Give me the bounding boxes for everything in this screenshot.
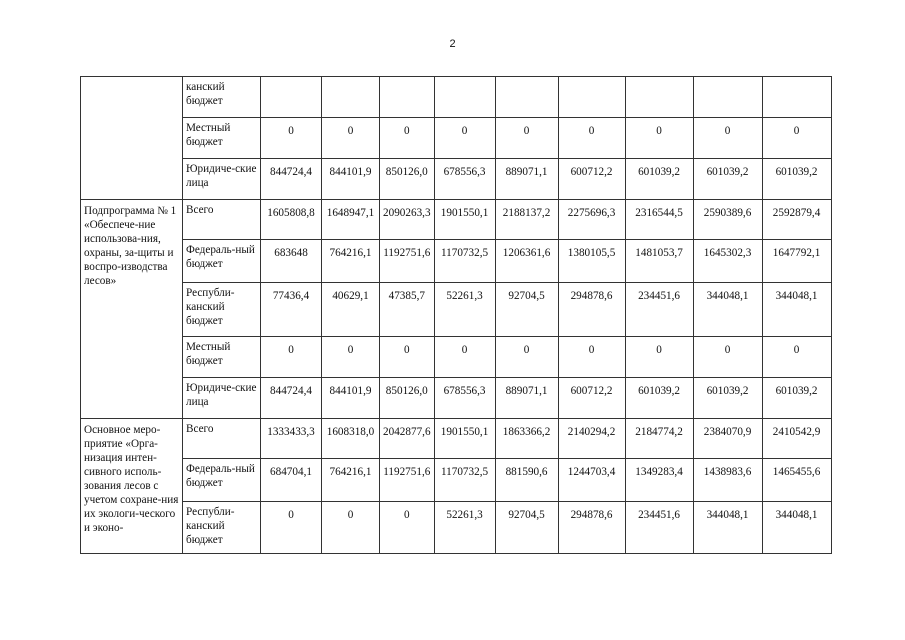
value-cell: 1605808,8: [261, 200, 322, 240]
value-cell: 844724,4: [261, 378, 322, 419]
table-row: [81, 240, 832, 283]
value-cell: 2590389,6: [693, 200, 762, 240]
value-cell: 1244703,4: [558, 459, 625, 502]
value-cell: 1901550,1: [434, 200, 495, 240]
funding-source-cell: Республи-канский бюджет: [183, 283, 261, 337]
table-row: [81, 337, 832, 378]
value-cell: 0: [495, 337, 558, 378]
table-row: [81, 77, 832, 118]
value-cell: 40629,1: [322, 283, 380, 337]
value-cell: 1380105,5: [558, 240, 625, 283]
budget-table: [80, 76, 832, 554]
value-cell: 294878,6: [558, 283, 625, 337]
value-cell: [625, 77, 693, 118]
value-cell: 684704,1: [261, 459, 322, 502]
value-cell: 764216,1: [322, 240, 380, 283]
funding-source-cell: Всего: [183, 200, 261, 240]
program-name-cell: Основное меро-приятие «Орга-низация интен-сивного исполь-зования лесов с учетом сохране-ния их экологи-ческого и эконо-: [81, 419, 183, 554]
value-cell: 0: [434, 118, 495, 159]
value-cell: 678556,3: [434, 378, 495, 419]
value-cell: [322, 77, 380, 118]
value-cell: [693, 77, 762, 118]
value-cell: 52261,3: [434, 283, 495, 337]
value-cell: 600712,2: [558, 159, 625, 200]
value-cell: 0: [380, 118, 435, 159]
value-cell: 601039,2: [625, 378, 693, 419]
value-cell: [495, 77, 558, 118]
value-cell: 1170732,5: [434, 459, 495, 502]
value-cell: 0: [625, 118, 693, 159]
value-cell: 344048,1: [762, 502, 831, 554]
value-cell: 850126,0: [380, 378, 435, 419]
value-cell: 0: [558, 337, 625, 378]
value-cell: 601039,2: [762, 159, 831, 200]
value-cell: 0: [762, 118, 831, 159]
value-cell: 0: [322, 502, 380, 554]
value-cell: 764216,1: [322, 459, 380, 502]
value-cell: 234451,6: [625, 283, 693, 337]
value-cell: 0: [322, 337, 380, 378]
value-cell: 1438983,6: [693, 459, 762, 502]
value-cell: 2410542,9: [762, 419, 831, 459]
value-cell: 1608318,0: [322, 419, 380, 459]
value-cell: 0: [261, 118, 322, 159]
value-cell: 344048,1: [693, 502, 762, 554]
funding-source-cell: Юридиче-ские лица: [183, 378, 261, 419]
value-cell: 600712,2: [558, 378, 625, 419]
table-row: [81, 502, 832, 554]
page-number: 2: [449, 38, 456, 50]
table-row: [81, 200, 832, 240]
funding-source-cell: Республи-канский бюджет: [183, 502, 261, 554]
value-cell: [762, 77, 831, 118]
value-cell: 0: [261, 502, 322, 554]
value-cell: 0: [625, 337, 693, 378]
value-cell: 2592879,4: [762, 200, 831, 240]
value-cell: 294878,6: [558, 502, 625, 554]
value-cell: 601039,2: [693, 159, 762, 200]
value-cell: 844101,9: [322, 159, 380, 200]
value-cell: [380, 77, 435, 118]
value-cell: 2384070,9: [693, 419, 762, 459]
value-cell: 1481053,7: [625, 240, 693, 283]
value-cell: 52261,3: [434, 502, 495, 554]
value-cell: 2140294,2: [558, 419, 625, 459]
value-cell: 92704,5: [495, 502, 558, 554]
table-row: [81, 378, 832, 419]
program-name-cell: [81, 77, 183, 200]
table-row: [81, 118, 832, 159]
value-cell: 0: [558, 118, 625, 159]
value-cell: 0: [693, 118, 762, 159]
value-cell: 0: [380, 502, 435, 554]
funding-source-cell: Местный бюджет: [183, 337, 261, 378]
value-cell: 850126,0: [380, 159, 435, 200]
funding-source-cell: Всего: [183, 419, 261, 459]
program-name-cell: Подпрограмма № 1 «Обеспече-ние использова-ния, охраны, за-щиты и воспро-изводства лесов»: [81, 200, 183, 419]
value-cell: 881590,6: [495, 459, 558, 502]
value-cell: 889071,1: [495, 378, 558, 419]
table-row: [81, 419, 832, 459]
value-cell: 344048,1: [762, 283, 831, 337]
funding-source-cell: Юридиче-ские лица: [183, 159, 261, 200]
value-cell: 77436,4: [261, 283, 322, 337]
table-row: [81, 283, 832, 337]
funding-source-cell: Местный бюджет: [183, 118, 261, 159]
value-cell: 2184774,2: [625, 419, 693, 459]
value-cell: 0: [495, 118, 558, 159]
value-cell: 234451,6: [625, 502, 693, 554]
value-cell: 0: [322, 118, 380, 159]
value-cell: 1465455,6: [762, 459, 831, 502]
value-cell: 1645302,3: [693, 240, 762, 283]
funding-source-cell: Федераль-ный бюджет: [183, 459, 261, 502]
value-cell: [261, 77, 322, 118]
value-cell: 92704,5: [495, 283, 558, 337]
value-cell: 844724,4: [261, 159, 322, 200]
value-cell: 683648: [261, 240, 322, 283]
value-cell: 0: [434, 337, 495, 378]
value-cell: 601039,2: [693, 378, 762, 419]
value-cell: 1647792,1: [762, 240, 831, 283]
table-row: [81, 159, 832, 200]
value-cell: 2275696,3: [558, 200, 625, 240]
value-cell: 2316544,5: [625, 200, 693, 240]
value-cell: [558, 77, 625, 118]
value-cell: 1192751,6: [380, 240, 435, 283]
funding-source-cell: Федераль-ный бюджет: [183, 240, 261, 283]
value-cell: 1333433,3: [261, 419, 322, 459]
value-cell: 1349283,4: [625, 459, 693, 502]
value-cell: 1170732,5: [434, 240, 495, 283]
value-cell: 1648947,1: [322, 200, 380, 240]
value-cell: 0: [762, 337, 831, 378]
value-cell: 47385,7: [380, 283, 435, 337]
value-cell: 0: [261, 337, 322, 378]
value-cell: 1863366,2: [495, 419, 558, 459]
value-cell: 2042877,6: [380, 419, 435, 459]
funding-source-cell: канский бюджет: [183, 77, 261, 118]
table-row: [81, 459, 832, 502]
value-cell: [434, 77, 495, 118]
value-cell: 0: [380, 337, 435, 378]
value-cell: 1206361,6: [495, 240, 558, 283]
value-cell: 844101,9: [322, 378, 380, 419]
value-cell: 601039,2: [625, 159, 693, 200]
value-cell: 0: [693, 337, 762, 378]
value-cell: 678556,3: [434, 159, 495, 200]
value-cell: 1192751,6: [380, 459, 435, 502]
value-cell: 2188137,2: [495, 200, 558, 240]
value-cell: 601039,2: [762, 378, 831, 419]
value-cell: 344048,1: [693, 283, 762, 337]
value-cell: 889071,1: [495, 159, 558, 200]
value-cell: 1901550,1: [434, 419, 495, 459]
value-cell: 2090263,3: [380, 200, 435, 240]
